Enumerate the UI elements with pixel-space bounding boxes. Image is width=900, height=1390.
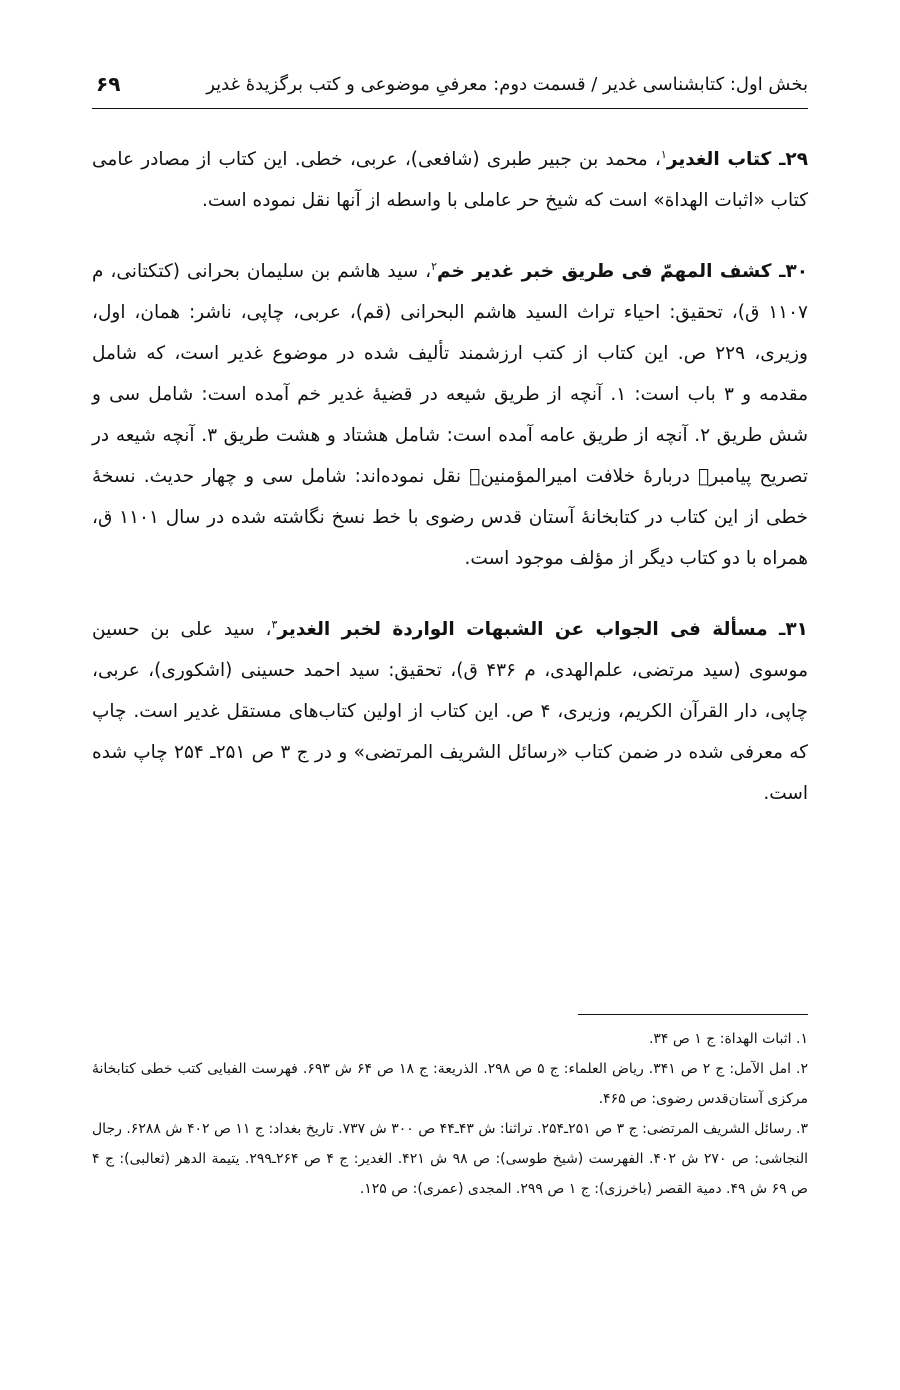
entry-title: ۳۱ـ مسألة فی الجواب عن الشبهات الواردة لخبر الغدیر [277, 619, 808, 640]
entry-title: ۲۹ـ کتاب الغدیر [666, 149, 808, 170]
footnote-ref: ۳ [271, 617, 278, 631]
footnote-separator [578, 1014, 808, 1015]
page-header [92, 66, 808, 109]
entry-31 [92, 609, 808, 814]
entry-29 [92, 139, 808, 221]
footnote-2: ۲. امل الآمل: ج ۲ ص ۳۴۱. ریاض العلماء: ج ۵ ص ۲۹۸. الذریعة: ج ۱۸ ص ۶۴ ش ۶۹۳. فهرست الفبایی کتب خطی کتابخانۀ مرکزی آستان‌قدس رضوی: ص ۴۶۵. [92, 1061, 808, 1107]
footnote-3: ۳. رسائل الشریف المرتضی: ج ۳ ص ۲۵۱ـ۲۵۴. تراثنا: ش ۴۳ـ۴۴ ص ۳۰۰ ش ۷۳۷. تاریخ بغداد: ج ۱۱ ص ۴۰۲ ش ۶۲۸۸. رجال النجاشی: ص ۲۷۰ ش ۴۰۲. الفهرست (شیخ طوسی): ص ۹۸ ش ۴۲۱. الغدیر: ج ۴ ص ۲۶۴ـ۲۹۹. یتیمة الدهر (ثعالبی): ج ۴ ص ۶۹ ش ۴۹. دمیة القصر (باخرزی): ج ۱ ص ۲۹۹. المجدی (عمری): ص ۱۲۵. [92, 1121, 809, 1197]
entry-text: ، سید هاشم بن سلیمان بحرانی (کتکتانی، م ۱۱۰۷ ق)، تحقیق: احیاء تراث السید هاشم البحرانی (قم)، عربی، چاپی، ناشر: همان، اول، وزیری، ۲۲۹ ص. این کتاب از کتب ارزشمند تألیف شده در موضوع غدیر است، که شامل مقدمه و ۳ باب است: ۱. آنچه از طریق شیعه در قضیۀ غدیر خم آمده است: شامل سی و شش طریق ۲. آنچه از طریق عامه آمده است: شامل هشتاد و هشت طریق ۳. آنچه شیعه در تصریح پیامبرﷺ دربارۀ خلافت امیرالمؤمنینؑ نقل نموده‌اند: شامل سی و چهار حدیث. نسخۀ خطی از این کتاب در کتابخانۀ آستان قدس رضوی با خط نسخ نگاشته شده در سال ۱۱۰۱ ق، همراه با دو کتاب دیگر از مؤلف موجود است. [92, 261, 808, 569]
entry-title: ۳۰ـ کشف المهمّ فی طریق خبر غدیر خم [437, 261, 808, 282]
footnotes [92, 1024, 808, 1204]
entry-text: ، محمد بن جبیر طبری (شافعی)، عربی، خطی. این کتاب از مصادر عامی کتاب «اثبات الهداة» است که شیخ حر عاملی با واسطه از آنها نقل نموده است. [92, 149, 808, 211]
running-title: بخش اول: کتابشناسی غدیر / قسمت دوم: معرفیِ موضوعی و کتب برگزیدۀ غدیر [206, 74, 808, 95]
book-page [92, 66, 808, 1366]
page-number: ۶۹ [96, 72, 121, 96]
entry-text: ، سید علی بن حسین موسوی (سید مرتضی، علم‌الهدی، م ۴۳۶ ق)، تحقیق: سید احمد حسینی (اشکوری)، عربی، چاپی، دار القرآن الکریم، وزیری، ۴ ص. این کتاب از اولین کتاب‌های مستقل غدیر است. چاپ که معرفی شده در ضمن کتاب «رسائل الشریف المرتضی» و در ج ۳ ص ۲۵۱ـ ۲۵۴ چاپ شده است. [92, 619, 808, 804]
footnote-ref: ۲ [431, 259, 438, 273]
footnote-1: ۱. اثبات الهداة: ج ۱ ص ۳۴. [648, 1031, 808, 1047]
entry-30 [92, 251, 808, 579]
footnote-ref: ۱ [660, 147, 667, 161]
